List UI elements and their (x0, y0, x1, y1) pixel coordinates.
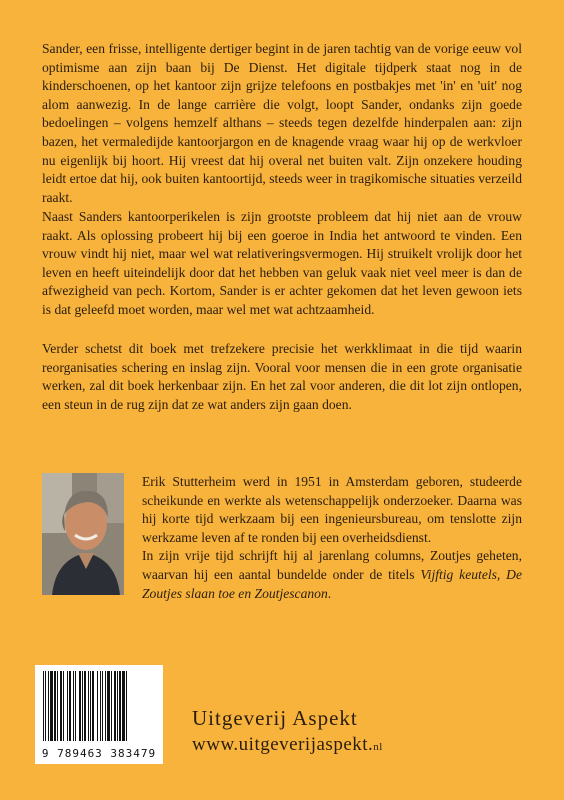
blurb-paragraph-2: Naast Sanders kantoorperikelen is zijn grootste probleem dat hij niet aan de vrouw raakt. Als oplossing probeert hij bij een goeroe in India het antwoord te vinden. Een vrouw vindt hij niet, maar wel wat relativeringsvermogen. Hij struikelt vrolijk door het leven en heeft uiteindelijk door dat het hebben van geluk vaak niet veel meer is dan de afwezigheid van pech. Kortom, Sander is er achter gekomen dat het leven gewoon iets is dat geleefd moet worden, maar wel met wat achtzaamheid. (42, 209, 522, 317)
blurb-paragraph-3: Verder schetst dit boek met trefzekere precisie het werkklimaat in die tijd waarin reorganisaties schering en inslag zijn. Vooral voor mensen die in een grote organisatie werken, zal dit boek herkenbaar zijn. En het zal voor anderen, die dit lot zijn ontlopen, een steun in de rug zijn dat ze wat anders zijn gaan doen. (42, 341, 522, 412)
website-main: www.uitgeverijaspekt. (192, 734, 374, 755)
author-bio-end: . (327, 585, 332, 601)
author-photo (42, 473, 124, 595)
barcode-bars (41, 671, 157, 747)
website-tld: nl (373, 741, 383, 753)
author-bio-paragraph-2 (142, 547, 522, 603)
barcode (35, 665, 163, 764)
blurb-paragraph-1: Sander, een frisse, intelligente dertiger begint in de jaren tachtig van de vorige eeuw vol optimisme aan zijn baan bij De Dienst. Het digitale tijdperk staat nog in de kinderschoenen, op het kantoor zijn grijze telefoons en postbakjes met 'in' en 'uit' nog alom aanwezig. In de lange carrière die volgt, loopt Sander, ondanks zijn goede bedoelingen – volgens hemzelf althans – steeds tegen dezelfde hinderpalen aan: zijn bazen, het vermaledijde kantoorjargon en de knagende vraag waar hij op de werkvloer nu eigenlijk bij hoort. Hij vreest dat hij overal net buiten valt. Zijn onzekere houding leidt ertoe dat hij, ook buiten kantoortijd, steeds weer in tragikomische situaties verzeild raakt. (42, 41, 522, 205)
publisher-name: Uitgeverij Aspekt (192, 706, 358, 730)
author-bio (142, 473, 522, 603)
isbn-number: 9 789463 383479 (41, 747, 157, 760)
author-bio-titles: Vijftig keutels, De Zoutjes slaan toe en Zoutjescanon (142, 566, 522, 601)
author-bio-paragraph-1: Erik Stutterheim werd in 1951 in Amsterdam geboren, studeerde scheikunde en werkte als wetenschappelijk onderzoeker. Daarna was hij korte tijd werkzaam bij een ingenieursbureau, om tenslotte zijn werkzame leven af te ronden bij een overheidsdienst. (142, 474, 522, 545)
publisher-website[interactable] (192, 734, 383, 756)
author-bio-intro: In zijn vrije tijd schrijft hij al jarenlang columns, Zoutjes geheten, waarvan hij een aantal bundelde onder de titels (142, 548, 522, 582)
